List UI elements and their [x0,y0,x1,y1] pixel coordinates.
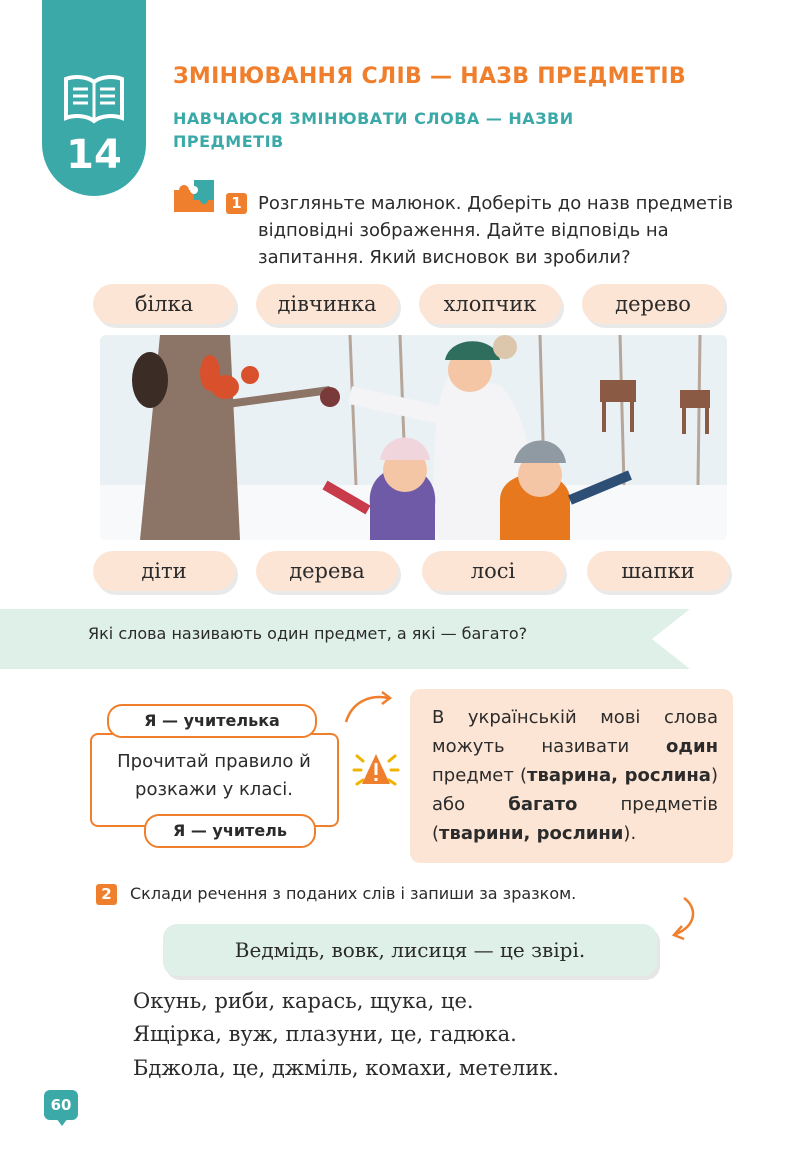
page-number-tail [56,1118,68,1126]
word-card[interactable]: шапки [587,551,729,591]
sentence-line: Окунь, риби, карась, щука, це. [133,989,474,1013]
word-card[interactable]: діти [93,551,235,591]
puzzle-icon [172,178,216,216]
teacher-tag-female: Я — учителька [107,704,317,738]
page-subtitle: НАВЧАЮСЯ ЗМІНЮВАТИ СЛОВА — НАЗВИ ПРЕДМЕТІВ [173,109,574,151]
word-card[interactable]: дівчинка [256,284,398,324]
word-card[interactable]: хлопчик [419,284,561,324]
rule-box [410,689,733,863]
winter-forest-illustration [100,335,727,540]
task1-number: 1 [226,193,247,214]
curved-arrow-down-icon [668,896,700,942]
page-number: 60 [44,1090,78,1120]
task2-number: 2 [96,884,117,905]
question-text: Які слова називають один предмет, а які — багато? [88,624,528,643]
sentence-line: Ящірка, вуж, плазуни, це, гадюка. [133,1022,517,1046]
rule-text: В українській мові слова можуть називати один предмет (тварина, рослина) або багато предметів (тварини, рослини). [432,707,718,844]
teacher-tag-male: Я — учитель [144,814,316,848]
word-card[interactable]: дерева [256,551,398,591]
word-card[interactable]: білка [93,284,235,324]
word-card[interactable]: лосі [422,551,564,591]
lesson-number: 14 [66,132,122,178]
task2-instructions: Склади речення з поданих слів і запиши за зразком. [130,884,577,903]
book-icon [62,72,126,124]
example-sentence: Ведмідь, вовк, лисиця — це звірі. [163,924,657,976]
teacher-box-text: Прочитай правило й розкажи у класі. [117,751,311,800]
curved-arrow-icon [340,688,396,728]
sentence-line: Бджола, це, джміль, комахи, метелик. [133,1056,559,1080]
task1-instructions: Розгляньте малюнок. Доберіть до назв предметів відповідні зображення. Дайте відповідь на запитання. Який висновок ви зробили? [258,193,734,268]
lesson-badge [42,0,146,196]
word-card[interactable]: дерево [582,284,724,324]
warning-icon [352,748,400,790]
page-title: ЗМІНЮВАННЯ СЛІВ — НАЗВ ПРЕДМЕТІВ [173,64,686,89]
